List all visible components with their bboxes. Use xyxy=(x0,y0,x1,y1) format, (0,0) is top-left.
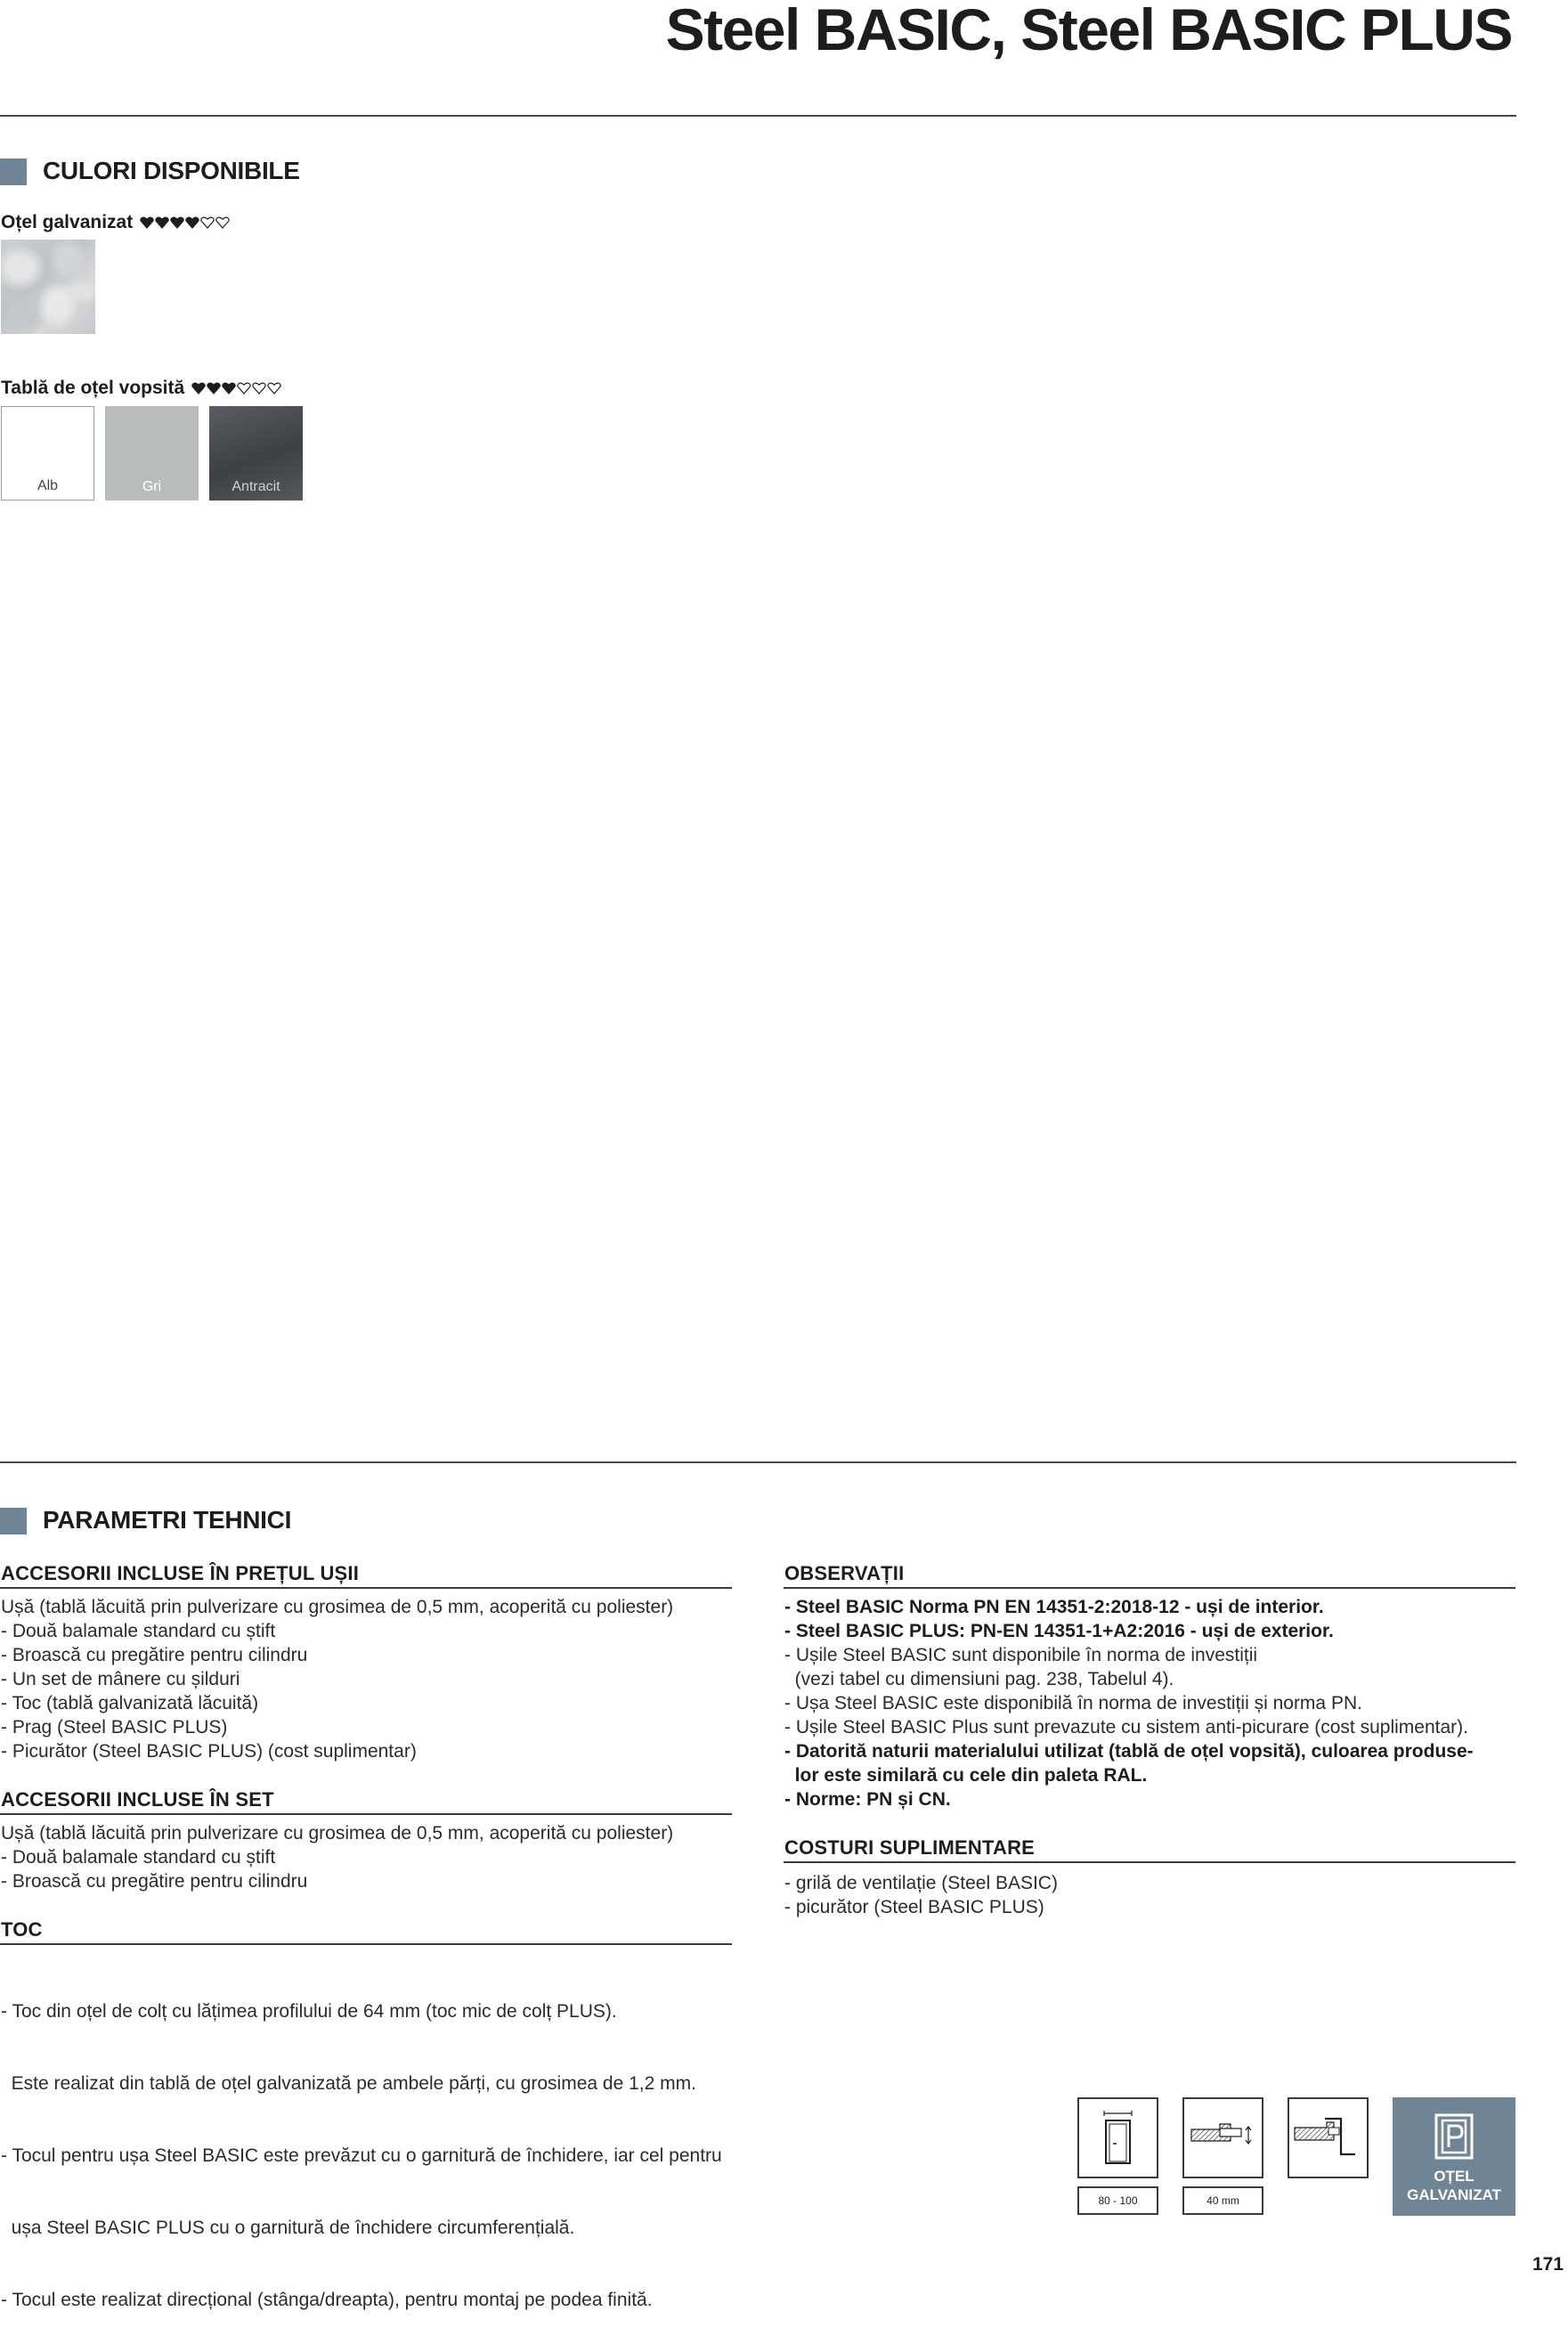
galvanized-steel-badge xyxy=(1393,2097,1515,2216)
page-title: Steel BASIC, Steel BASIC PLUS xyxy=(665,0,1512,62)
painted-heart-empty-icon xyxy=(237,382,251,395)
list-item: - Tocul este realizat direcțional (stânga/dreapta), pentru montaj pe podea finită. xyxy=(1,2290,653,2310)
section-marker xyxy=(0,159,27,185)
galvanized-rating xyxy=(140,216,230,229)
frame-list xyxy=(1,1951,722,2336)
galvanized-heart-empty-icon xyxy=(200,216,215,229)
list-item: - Picurător (Steel BASIC PLUS) (cost suplimentar) xyxy=(1,1741,417,1762)
accessories-price-heading: ACCESORII INCLUSE ÎN PREȚUL UȘII xyxy=(1,1562,360,1584)
accessories-set-heading: ACCESORII INCLUSE ÎN SET xyxy=(1,1788,274,1811)
list-item: - Ușa Steel BASIC este disponibilă în norma de investiții și norma PN. xyxy=(784,1693,1362,1713)
steel-p-icon xyxy=(1434,2113,1474,2160)
list-item: - Steel BASIC Norma PN EN 14351-2:2018-12 - uși de interior. xyxy=(784,1597,1324,1617)
painted-heart-filled-icon xyxy=(222,382,236,395)
list-item: - Norme: PN și CN. xyxy=(784,1789,951,1810)
galvanized-heart-empty-icon xyxy=(215,216,230,229)
list-item: - Datorită naturii materialului utilizat (tablă de oțel vopsită), culoarea produse- xyxy=(784,1741,1474,1762)
list-item: - Steel BASIC PLUS: PN-EN 14351-1+A2:2016 - uși de exterior. xyxy=(784,1621,1334,1641)
extra-costs-list xyxy=(784,1871,1058,1919)
list-item: ușa Steel BASIC PLUS cu o garnitură de închidere circumferențială. xyxy=(1,2218,575,2238)
door-thickness-value: 40 mm xyxy=(1182,2186,1263,2215)
swatch-anthracite xyxy=(209,406,303,501)
heading-underline xyxy=(784,1587,1515,1589)
galvanized-heart-filled-icon xyxy=(140,216,154,229)
accessories-set-list xyxy=(1,1821,673,1893)
list-item: - Un set de mânere cu șilduri xyxy=(1,1669,240,1689)
section-marker xyxy=(0,1508,27,1534)
heading-underline xyxy=(0,1587,732,1589)
painted-heart-filled-icon xyxy=(207,382,221,395)
list-item: - Ușile Steel BASIC Plus sunt prevazute cu sistem anti-picurare (cost suplimentar). xyxy=(784,1717,1468,1738)
heading-underline xyxy=(0,1943,732,1945)
section-divider xyxy=(0,1461,1516,1463)
galvanized-heart-filled-icon xyxy=(155,216,169,229)
list-item: - Două balamale standard cu știft xyxy=(1,1847,276,1868)
list-item: - Ușile Steel BASIC sunt disponibile în norma de investiții xyxy=(784,1645,1258,1665)
painted-heart-empty-icon xyxy=(267,382,281,395)
list-item: Ușă (tablă lăcuită prin pulverizare cu grosimea de 0,5 mm, acoperită cu poliester) xyxy=(1,1823,674,1844)
painted-label: Tablă de oțel vopsită xyxy=(1,378,185,398)
badge-text xyxy=(1393,2167,1515,2204)
swatch-anthracite-label: Antracit xyxy=(232,479,280,494)
door-width-icon xyxy=(1077,2097,1158,2178)
list-item: - Broască cu pregătire pentru cilindru xyxy=(1,1871,308,1892)
list-item: (vezi tabel cu dimensiuni pag. 238, Tabelul 4). xyxy=(784,1669,1174,1689)
list-item: - Toc din oțel de colț cu lățimea profilului de 64 mm (toc mic de colț PLUS). xyxy=(1,2001,617,2022)
swatch-white xyxy=(1,406,94,501)
observations-list xyxy=(784,1595,1474,1811)
painted-heart-empty-icon xyxy=(252,382,266,395)
badge-line-1: OȚEL xyxy=(1434,2168,1475,2185)
heading-underline xyxy=(784,1861,1515,1863)
list-item: lor este similară cu cele din paleta RAL. xyxy=(784,1765,1148,1786)
frame-heading: TOC xyxy=(1,1918,43,1941)
list-item: - picurător (Steel BASIC PLUS) xyxy=(784,1897,1044,1917)
galvanized-heart-filled-icon xyxy=(170,216,184,229)
painted-label-row xyxy=(1,378,281,399)
list-item: Ușă (tablă lăcuită prin pulverizare cu grosimea de 0,5 mm, acoperită cu poliester) xyxy=(1,1597,674,1617)
header-divider xyxy=(0,115,1516,117)
colors-section-title: CULORI DISPONIBILE xyxy=(43,157,300,184)
list-item: Este realizat din tablă de oțel galvanizată pe ambele părți, cu grosimea de 1,2 mm. xyxy=(1,2073,696,2094)
observations-heading: OBSERVAȚII xyxy=(784,1562,905,1584)
swatch-white-label: Alb xyxy=(37,478,59,493)
galvanized-label-row xyxy=(1,212,230,233)
extra-costs-heading: COSTURI SUPLIMENTARE xyxy=(784,1836,1036,1859)
painted-heart-filled-icon xyxy=(191,382,206,395)
technical-section-title: PARAMETRI TEHNICI xyxy=(43,1506,292,1534)
page-number: 171 xyxy=(1532,2254,1564,2275)
heading-underline xyxy=(0,1813,732,1815)
list-item: - Broască cu pregătire pentru cilindru xyxy=(1,1645,308,1665)
badge-line-2: GALVANIZAT xyxy=(1407,2186,1501,2203)
list-item: - Două balamale standard cu știft xyxy=(1,1621,276,1641)
swatch-grey xyxy=(105,406,199,501)
painted-rating xyxy=(191,382,281,395)
galvanized-heart-filled-icon xyxy=(185,216,199,229)
door-thickness-icon xyxy=(1182,2097,1263,2178)
list-item: - Tocul pentru ușa Steel BASIC este prevăzut cu o garnitură de închidere, iar cel pentru xyxy=(1,2145,722,2166)
list-item: - Prag (Steel BASIC PLUS) xyxy=(1,1717,228,1738)
list-item: - grilă de ventilație (Steel BASIC) xyxy=(784,1873,1058,1893)
swatch-grey-label: Gri xyxy=(142,479,162,494)
frame-profile-icon xyxy=(1288,2097,1369,2178)
door-width-value: 80 - 100 xyxy=(1077,2186,1158,2215)
galvanized-label: Oțel galvanizat xyxy=(1,212,134,232)
accessories-price-list xyxy=(1,1595,673,1763)
galvanized-swatch xyxy=(1,240,95,334)
list-item: - Toc (tablă galvanizată lăcuită) xyxy=(1,1693,259,1713)
